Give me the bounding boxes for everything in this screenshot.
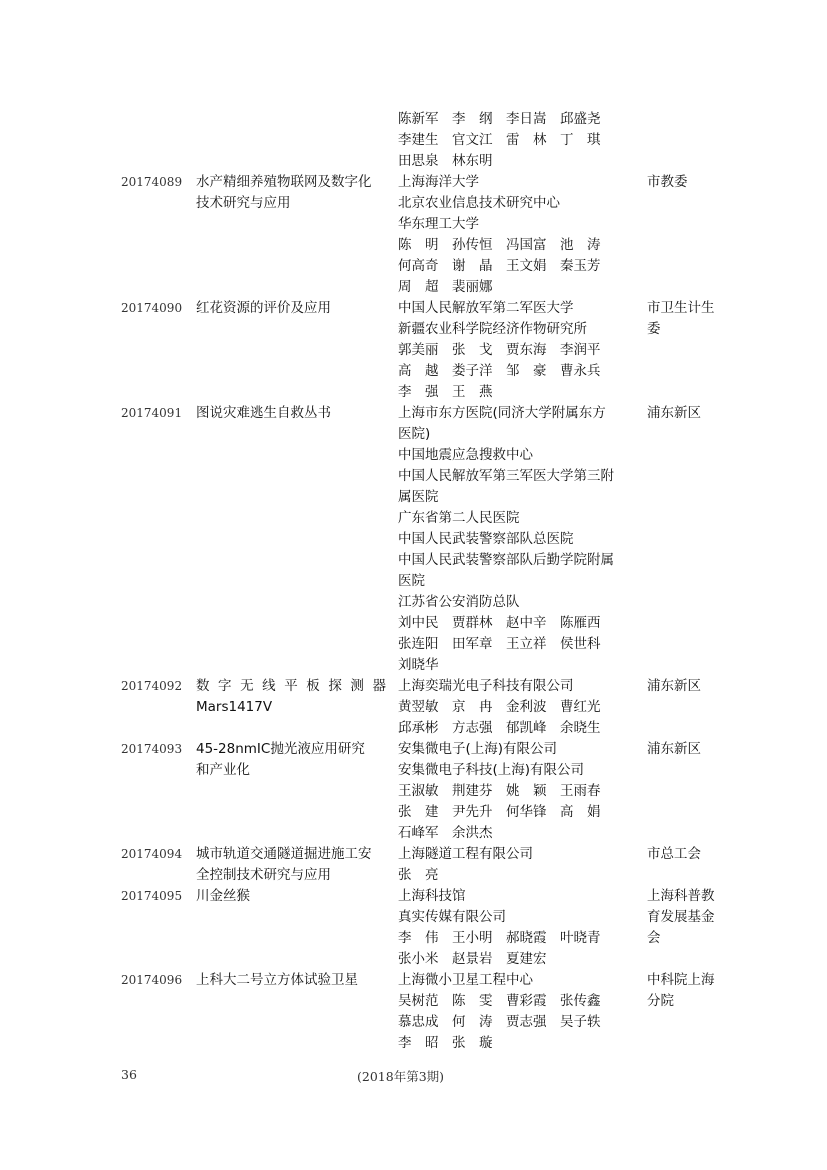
entry-number: 20174093 xyxy=(121,742,183,756)
entry-unit-line: 真实传媒有限公司 xyxy=(398,909,506,925)
entry-unit-line: 中国人民武装警察部队后勤学院附属 xyxy=(398,552,614,568)
entry-recommender-line: 委 xyxy=(647,321,661,337)
entry-unit-line: 邱承彬 方志强 郁凯峰 余晓生 xyxy=(398,720,601,736)
entry-title-line: 45-28nmIC抛光液应用研究 xyxy=(196,741,365,757)
entry-recommender-line: 育发展基金 xyxy=(647,909,715,925)
entry-title-line: 图说灾难逃生自救丛书 xyxy=(196,405,331,421)
entry-title-line: 全控制技术研究与应用 xyxy=(196,867,331,883)
entry-title-line: 城市轨道交通隧道掘进施工安 xyxy=(196,846,372,862)
entry-recommender-line: 市教委 xyxy=(647,174,688,190)
entry-unit-line: 北京农业信息技术研究中心 xyxy=(398,195,560,211)
entry-recommender-line: 分院 xyxy=(647,993,674,1009)
entry-unit-line: 张 亮 xyxy=(398,867,439,883)
entry-unit-line: 李 强 王 燕 xyxy=(398,384,493,400)
entry-unit-line: 王淑敏 荆建芬 姚 颖 王雨春 xyxy=(398,783,601,799)
entry-unit-line: 上海海洋大学 xyxy=(398,174,479,190)
entry-number: 20174096 xyxy=(121,973,183,987)
entry-title-line: 技术研究与应用 xyxy=(196,195,291,211)
entry-unit-line: 何高奇 谢 晶 王文娟 秦玉芳 xyxy=(398,258,601,274)
entry-unit-line: 张小米 赵景岩 夏建宏 xyxy=(398,951,547,967)
entry-unit-line: 安集微电子(上海)有限公司 xyxy=(398,741,558,757)
entry-unit-line: 张连阳 田军章 王立祥 侯世科 xyxy=(398,636,601,652)
entry-unit-line: 李 伟 王小明 郝晓霞 叶晓青 xyxy=(398,930,601,946)
entry-unit-line: 陈 明 孙传恒 冯国富 池 涛 xyxy=(398,237,601,253)
entry-unit-line: 郭美丽 张 戈 贾东海 李润平 xyxy=(398,342,601,358)
entry-number: 20174092 xyxy=(121,679,183,693)
entry-unit-line: 中国人民武装警察部队总医院 xyxy=(398,531,574,547)
entry-unit-line: 刘中民 贾群林 赵中辛 陈雁西 xyxy=(398,615,601,631)
entry-number: 20174094 xyxy=(121,847,183,861)
entry-unit-line: 刘晓华 xyxy=(398,657,439,673)
entry-unit-line: 上海奕瑞光电子科技有限公司 xyxy=(398,678,574,694)
entry-unit-line: 广东省第二人民医院 xyxy=(398,510,520,526)
issue-label: (2018年第3期) xyxy=(357,1069,445,1084)
entry-title-line: 川金丝猴 xyxy=(196,888,250,904)
entry-unit-line: 江苏省公安消防总队 xyxy=(398,594,520,610)
entry-unit-line: 医院) xyxy=(398,426,431,442)
entry-unit-line: 中国人民解放军第二军医大学 xyxy=(398,300,574,316)
entry-unit-line: 慕忠成 何 涛 贾志强 吴子轶 xyxy=(398,1014,601,1030)
entry-unit-line: 华东理工大学 xyxy=(398,216,479,232)
entry-number: 20174091 xyxy=(121,406,183,420)
continued-names-line: 李建生 官文江 雷 林 丁 琪 xyxy=(398,132,601,148)
entry-number: 20174095 xyxy=(121,889,183,903)
entry-recommender-line: 浦东新区 xyxy=(647,405,701,421)
entry-title-line: 和产业化 xyxy=(196,762,250,778)
entry-recommender-line: 市总工会 xyxy=(647,846,701,862)
continued-names-line: 田思泉 林东明 xyxy=(398,153,493,169)
entry-number: 20174089 xyxy=(121,175,183,189)
entry-recommender-line: 会 xyxy=(647,930,661,946)
entry-title-line: Mars1417V xyxy=(196,699,273,715)
entry-unit-line: 石峰军 余洪杰 xyxy=(398,825,493,841)
continued-names-line: 陈新军 李 纲 李日嵩 邱盛尧 xyxy=(398,111,601,127)
entry-unit-line: 高 越 娄子洋 邹 豪 曹永兵 xyxy=(398,363,601,379)
entry-title-line: 红花资源的评价及应用 xyxy=(196,300,331,316)
entry-unit-line: 上海微小卫星工程中心 xyxy=(398,972,533,988)
entry-unit-line: 新疆农业科学院经济作物研究所 xyxy=(398,321,587,337)
entry-recommender-line: 浦东新区 xyxy=(647,678,701,694)
entry-number: 20174090 xyxy=(121,301,183,315)
entry-unit-line: 黄翌敏 京 冉 金利波 曹红光 xyxy=(398,699,601,715)
entry-recommender-line: 上海科普教 xyxy=(647,888,715,904)
entry-unit-line: 李 昭 张 璇 xyxy=(398,1035,493,1051)
entry-unit-line: 中国人民解放军第三军医大学第三附 xyxy=(398,468,614,484)
entry-unit-line: 上海科技馆 xyxy=(398,888,466,904)
entry-title-line: 数字无线平板探测器 xyxy=(196,678,386,694)
entry-recommender-line: 浦东新区 xyxy=(647,741,701,757)
entry-unit-line: 张 建 尹先升 何华锋 高 娟 xyxy=(398,804,601,820)
entry-unit-line: 中国地震应急搜救中心 xyxy=(398,447,533,463)
entry-title-line: 上科大二号立方体试验卫星 xyxy=(196,972,358,988)
page-number: 36 xyxy=(121,1067,137,1082)
entry-unit-line: 上海市东方医院(同济大学附属东方 xyxy=(398,405,606,421)
entry-title-line: 水产精细养殖物联网及数字化 xyxy=(196,174,372,190)
entry-unit-line: 医院 xyxy=(398,573,425,589)
entry-unit-line: 安集微电子科技(上海)有限公司 xyxy=(398,762,585,778)
entry-recommender-line: 市卫生计生 xyxy=(647,300,715,316)
entry-recommender-line: 中科院上海 xyxy=(647,972,715,988)
entry-unit-line: 周 超 裴丽娜 xyxy=(398,279,493,295)
entry-unit-line: 属医院 xyxy=(398,489,439,505)
entry-unit-line: 上海隧道工程有限公司 xyxy=(398,846,533,862)
entry-unit-line: 吴树范 陈 雯 曹彩霞 张传鑫 xyxy=(398,993,601,1009)
